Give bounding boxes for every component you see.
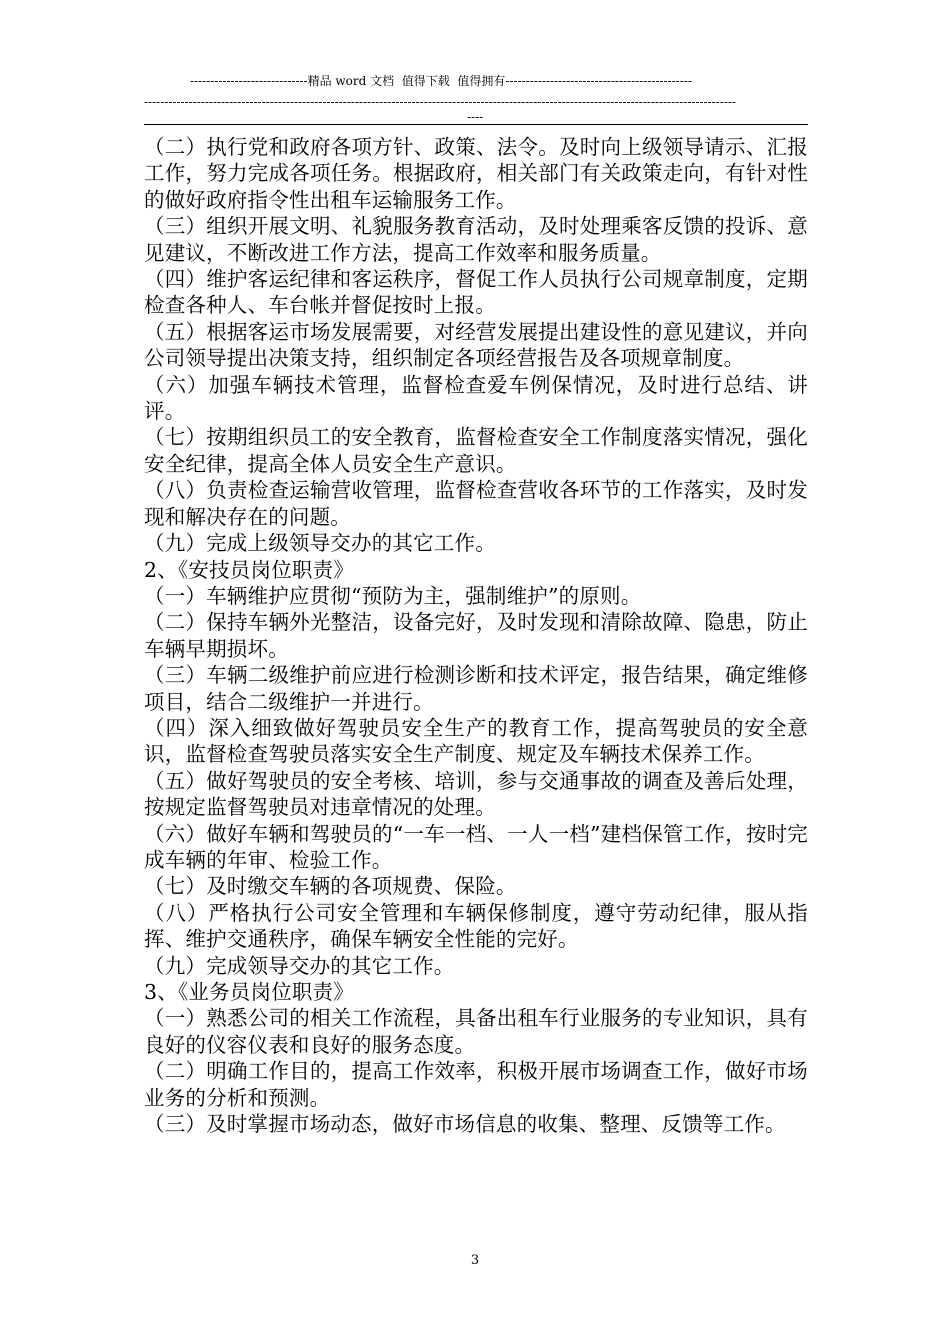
header-banner: -----------------------------精品 word 文档 值得下载 值得拥有---------------------------------------------- bbox=[190, 74, 692, 88]
paragraph: （九）完成领导交办的其它工作。 bbox=[144, 953, 455, 978]
paragraph: （五）根据客运市场发展需要，对经营发展提出建设性的意见建议，并向公司领导提出决策支持，组织制定各项经营报告及各项规章制度。 bbox=[144, 319, 808, 371]
paragraph: （七）及时缴交车辆的各项规费、保险。 bbox=[144, 874, 517, 899]
paragraph: （五）做好驾驶员的安全考核、培训，参与交通事故的调查及善后处理，按规定监督驾驶员对违章情况的处理。 bbox=[144, 768, 808, 820]
paragraph: （二）明确工作目的，提高工作效率，积极开展市场调查工作，做好市场业务的分析和预测。 bbox=[144, 1059, 808, 1110]
paragraph: （六）加强车辆技术管理，监督检查爱车例保情况，及时进行总结、讲评。 bbox=[144, 372, 808, 424]
paragraph: （三）及时掌握市场动态，做好市场信息的收集、整理、反馈等工作。 bbox=[144, 1112, 786, 1137]
paragraph: （九）完成上级领导交办的其它工作。 bbox=[144, 531, 496, 556]
paragraph: （一）熟悉公司的相关工作流程，具备出租车行业服务的专业知识，具有良好的仪容仪表和良好的服务态度。 bbox=[144, 1006, 808, 1057]
section-heading: 2、《安技员岗位职责》 bbox=[144, 557, 354, 582]
header-dash-tail: ---- bbox=[467, 110, 484, 124]
paragraph: （二）保持车辆外光整洁，设备完好，及时发现和清除故障、隐患，防止车辆早期损坏。 bbox=[144, 610, 808, 661]
paragraph: （二）执行党和政府各项方针、政策、法令。及时向上级领导请示、汇报工作，努力完成各项任务。根据政府，相关部门有关政策走向，有针对性的做好政府指令性出租车运输服务工作。 bbox=[144, 135, 808, 212]
paragraph: （三）组织开展文明、礼貌服务教育活动，及时处理乘客反馈的投诉、意见建议，不断改进工作方法，提高工作效率和服务质量。 bbox=[144, 214, 808, 265]
paragraph: （八）严格执行公司安全管理和车辆保修制度，遵守劳动纪律，服从指挥、维护交通秩序，确保车辆安全性能的完好。 bbox=[144, 900, 808, 952]
paragraph: （七）按期组织员工的安全教育，监督检查安全工作制度落实情况，强化安全纪律，提高全体人员安全生产意识。 bbox=[144, 425, 808, 476]
paragraph: （一）车辆维护应贯彻“预防为主，强制维护”的原则。 bbox=[144, 583, 642, 608]
page-number: 3 bbox=[470, 1253, 480, 1268]
header-dash-line: -------------------------------------------------------------------------------------------------------------------------------------------------- bbox=[144, 95, 736, 109]
paragraph: （八）负责检查运输营收管理，监督检查营收各环节的工作落实，及时发现和解决存在的问题。 bbox=[144, 478, 808, 529]
document-body bbox=[144, 134, 808, 1137]
paragraph: （四）维护客运纪律和客运秩序，督促工作人员执行公司规章制度，定期检查各种人、车台帐并督促按时上报。 bbox=[144, 267, 808, 318]
header-rule bbox=[144, 124, 808, 125]
paragraph: （六）做好车辆和驾驶员的“一车一档、一人一档”建档保管工作，按时完成车辆的年审、检验工作。 bbox=[144, 821, 808, 872]
section-heading: 3、《业务员岗位职责》 bbox=[144, 980, 354, 1004]
paragraph: （三）车辆二级维护前应进行检测诊断和技术评定，报告结果，确定维修项目，结合二级维护一并进行。 bbox=[144, 663, 808, 714]
paragraph: （四）深入细致做好驾驶员安全生产的教育工作，提高驾驶员的安全意识，监督检查驾驶员落实安全生产制度、规定及车辆技术保养工作。 bbox=[144, 715, 808, 767]
